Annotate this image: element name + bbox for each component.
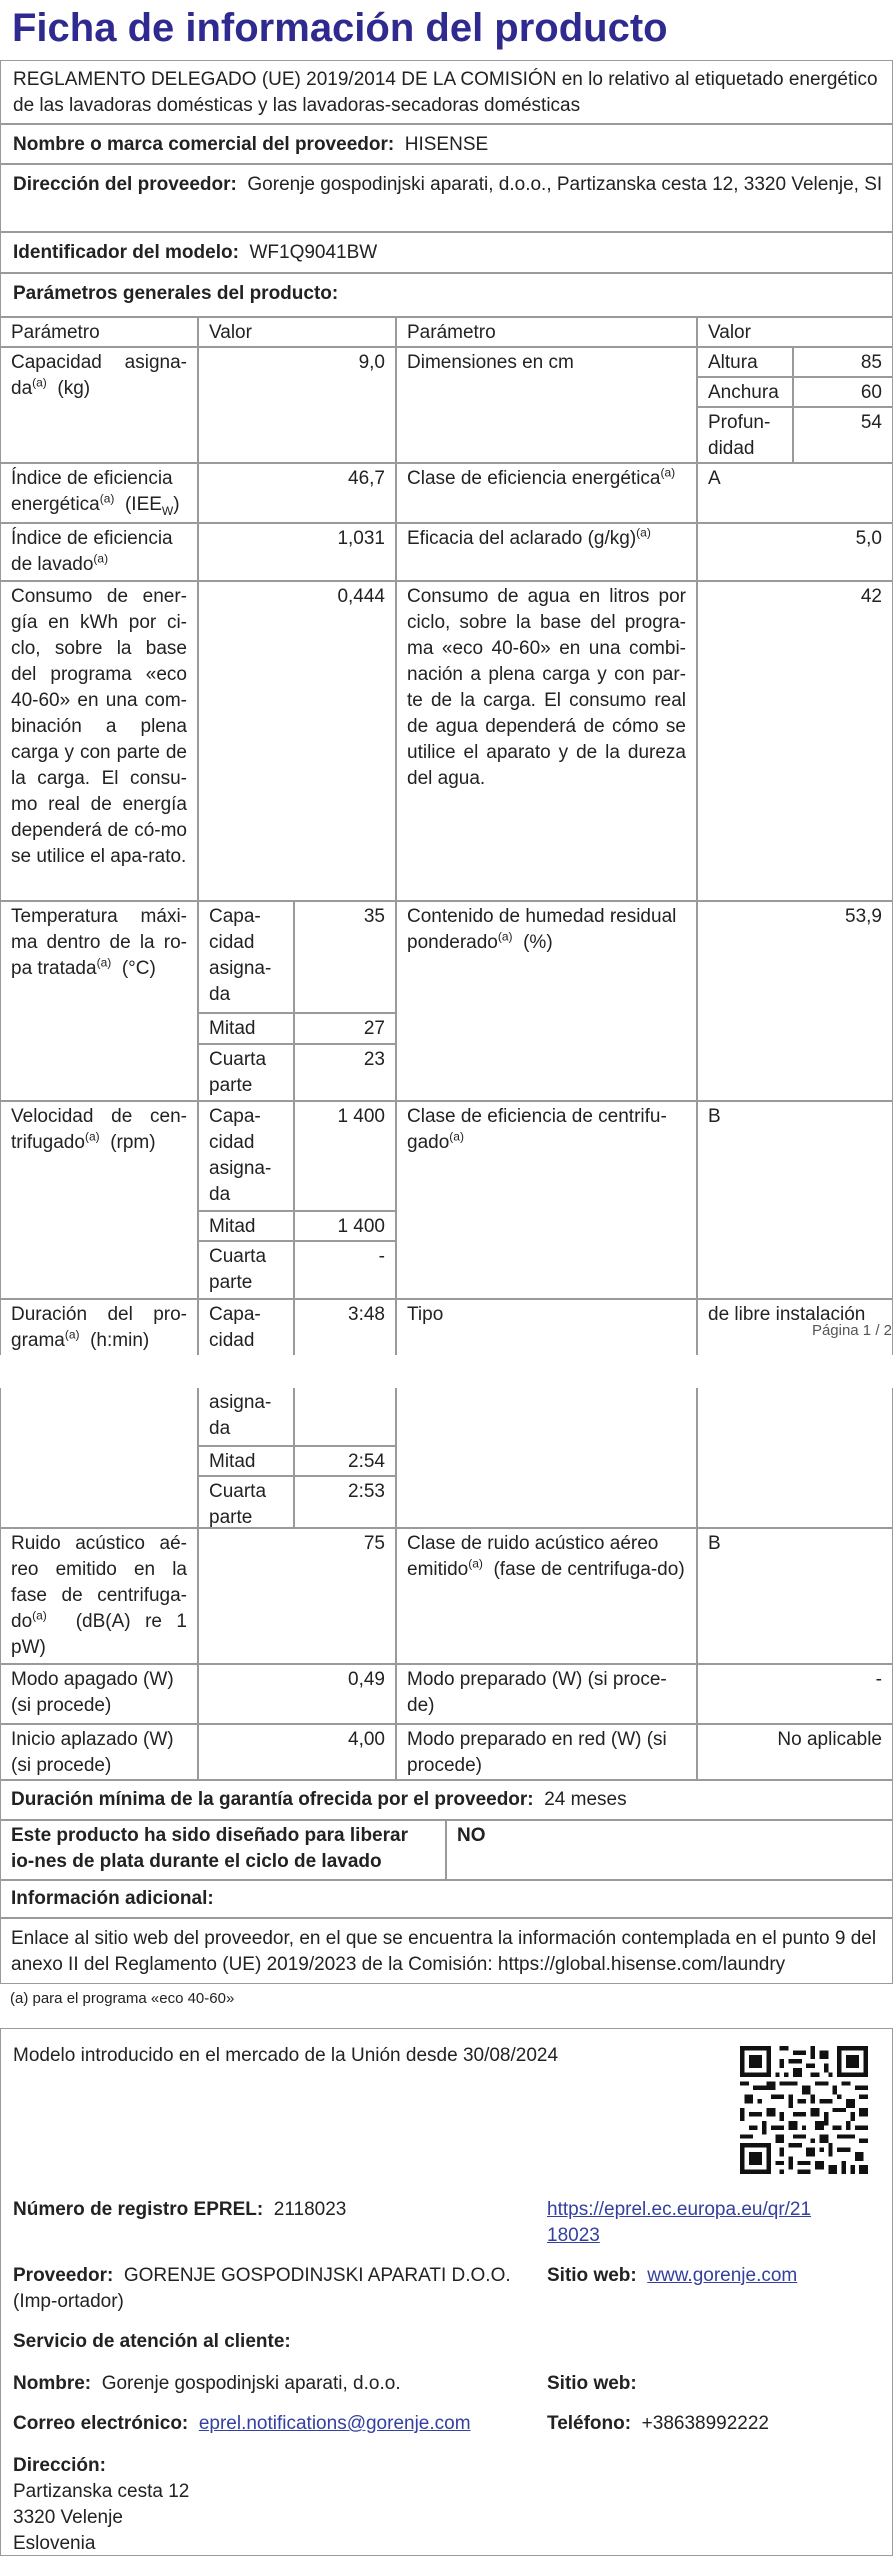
spin-quarter-value: -	[294, 1241, 396, 1299]
depth-value: 54	[793, 407, 893, 463]
col-header-value-1: Valor	[198, 317, 396, 347]
noise-label: Ruido acústico aé-reo emitido en la fase de centrifuga-$do^{(a)}$ (dB(A) re 1 pW)	[0, 1528, 198, 1664]
warranty-value: 24 meses	[544, 1789, 627, 1810]
width-label: Anchura	[697, 377, 793, 407]
eprel-line	[13, 2197, 346, 2223]
model-row	[0, 232, 893, 273]
duration-rated-value: 3:48	[294, 1299, 396, 1355]
phone-line	[547, 2411, 769, 2437]
customer-service-label: Servicio de atención al cliente:	[13, 2331, 291, 2352]
dimensions-label: Dimensiones en cm	[396, 347, 697, 463]
regulation-text: REGLAMENTO DELEGADO (UE) 2019/2014 DE LA COMISIÓN en lo relativo al etiquetado energético de las lavadoras domésticas y las lavadoras-secadoras domésticas	[13, 69, 878, 116]
regulation-box	[0, 60, 893, 124]
noise-value: 75	[198, 1528, 396, 1664]
spin-class-value: B	[697, 1101, 893, 1299]
duration-quarter-label: Cuarta parte	[198, 1476, 294, 1528]
provider-label: Proveedor:	[13, 2265, 114, 2286]
additional-info-label: Información adicional:	[11, 1888, 214, 1909]
col-header-param-1: Parámetro	[0, 317, 198, 347]
temp-quarter-value: 23	[294, 1044, 396, 1101]
duration-half-label: Mitad	[198, 1446, 294, 1476]
name-line	[13, 2371, 401, 2397]
network-standby-label: Modo preparado en red (W) (si procede)	[396, 1724, 697, 1780]
address-block	[13, 2453, 189, 2557]
eprel-value: 2118023	[273, 2199, 347, 2220]
rinsing-value: 5,0	[697, 523, 893, 581]
temp-half-label: Mitad	[198, 1013, 294, 1044]
email-label: Correo electrónico:	[13, 2413, 189, 2434]
address-line-1: Partizanska cesta 12	[13, 2481, 190, 2502]
duration-rated-value-cont	[294, 1388, 396, 1446]
provider-value: GORENJE GOSPODINJSKI APARATI D.O.O. (Imp-ortador)	[13, 2265, 511, 2312]
supplier-address-row	[0, 164, 893, 232]
phone-value: +38638992222	[641, 2413, 769, 2434]
duration-quarter-value: 2:53	[294, 1476, 396, 1528]
depth-label: Profun-didad	[697, 407, 793, 463]
type-value-cont	[697, 1388, 893, 1528]
name-label: Nombre:	[13, 2373, 92, 2394]
website-link[interactable]: www.gorenje.com	[647, 2265, 798, 2286]
capacity-label: Capacidad asigna-$da^{(a)}$ (kg)	[0, 347, 198, 463]
capacity-value: 9,0	[198, 347, 396, 463]
market-date-text: Modelo introducido en el mercado de la Unión desde 30/08/2024	[13, 2045, 559, 2066]
website2-label: Sitio web:	[547, 2373, 637, 2394]
warranty-label: Duración mínima de la garantía ofrecida por el proveedor:	[11, 1789, 534, 1810]
duration-label: Duración del pro-grama$^{(a)}$ (h:min)	[0, 1299, 198, 1355]
network-standby-value: No aplicable	[697, 1724, 893, 1780]
supplier-name-row	[0, 124, 893, 164]
eprel-link[interactable]: https://eprel.ec.europa.eu/qr/21 18023	[547, 2199, 812, 2246]
general-params-label: Parámetros generales del producto:	[13, 283, 339, 304]
duration-rated-label: Capa-cidad	[198, 1299, 294, 1355]
spin-half-value: 1 400	[294, 1211, 396, 1241]
col-header-value-2: Valor	[697, 317, 893, 347]
supplier-address-label: Dirección del proveedor:	[13, 174, 237, 195]
height-value: 85	[793, 347, 893, 377]
temp-rated-value: 35	[294, 901, 396, 1013]
noise-class-value: B	[697, 1528, 893, 1664]
water-consumption-label: Consumo de agua en litros por ciclo, sobre la base del progra-ma «eco 40-60» en una combi-nación a plena carga y con par-te de la carga. El consumo real de agua dependerá de cómo se utilice el aparato y de la dureza del agua.	[396, 581, 697, 901]
width-value: 60	[793, 377, 893, 407]
supplier-address-line	[13, 172, 885, 198]
qr-code-icon[interactable]	[740, 2046, 868, 2174]
additional-info-text: Enlace al sitio web del proveedor, en el que se encuentra la información contemplada en el punto 9 del anexo II del Reglamento (UE) 2019/2023 de la Comisión: https://global.hisense.com/laundry	[11, 1928, 877, 1975]
washing-efficiency-label: Índice de eficiencia de lavado$^{(a)}$	[0, 523, 198, 581]
duration-half-value: 2:54	[294, 1446, 396, 1476]
spin-class-label: Clase de eficiencia de centrifu-gado$^{(a)}$	[396, 1101, 697, 1299]
washing-efficiency-value: 1,031	[198, 523, 396, 581]
warranty-line	[11, 1787, 627, 1813]
email-link[interactable]: eprel.notifications@gorenje.com	[198, 2413, 471, 2434]
footnote: (a) para el programa «eco 40-60»	[10, 1990, 235, 2007]
type-value: de libre instalación	[697, 1299, 893, 1355]
temp-rated-label: Capa-cidad asigna-da	[198, 901, 294, 1013]
supplier-address-value: Gorenje gospodinjski aparati, d.o.o., Partizanska cesta 12, 3320 Velenje, SI	[247, 174, 883, 195]
off-mode-label: Modo apagado (W) (si procede)	[0, 1664, 198, 1724]
off-mode-value: 0,49	[198, 1664, 396, 1724]
website-line	[547, 2263, 797, 2289]
temp-quarter-label: Cuarta parte	[198, 1044, 294, 1101]
temp-half-value: 27	[294, 1013, 396, 1044]
duration-rated-label-cont: asigna-da	[198, 1388, 294, 1446]
col-header-param-2: Parámetro	[396, 317, 697, 347]
eprel-label: Número de registro EPREL:	[13, 2199, 264, 2220]
delay-start-label: Inicio aplazado (W) (si procede)	[0, 1724, 198, 1780]
temperature-label: Temperatura máxi-ma dentro de la ro-pa tratada$^{(a)}$ (°C)	[0, 901, 198, 1101]
warranty-row	[0, 1780, 893, 1820]
delay-start-value: 4,00	[198, 1724, 396, 1780]
supplier-name-line	[13, 132, 488, 158]
page-title: Ficha de información del producto	[12, 6, 668, 50]
email-line	[13, 2411, 471, 2437]
provider-line	[13, 2263, 533, 2315]
height-label: Altura	[697, 347, 793, 377]
spin-half-label: Mitad	[198, 1211, 294, 1241]
energy-consumption-label: Consumo de ener-gía en kWh por ci-clo, sobre la base del programa «eco 40-60» en una com-binación a plena carga y con parte de la carga. El consu-mo real de energía dependerá de có-mo se utilice el apa-rato.	[0, 581, 198, 901]
standby-value: -	[697, 1664, 893, 1724]
address-label: Dirección:	[13, 2455, 106, 2476]
moisture-value: 53,9	[697, 901, 893, 1101]
page-number: Página 1 / 2	[811, 1322, 892, 1339]
address-line-2: 3320 Velenje	[13, 2507, 123, 2528]
energy-consumption-value: 0,444	[198, 581, 396, 901]
spin-rated-label: Capa-cidad asigna-da	[198, 1101, 294, 1211]
water-consumption-value: 42	[697, 581, 893, 901]
spin-quarter-label: Cuarta parte	[198, 1241, 294, 1299]
general-params-row	[0, 273, 893, 317]
name-value: Gorenje gospodinjski aparati, d.o.o.	[101, 2373, 401, 2394]
website-label: Sitio web:	[547, 2265, 637, 2286]
rinsing-label: Eficacia del aclarado $(g/kg)^{(a)}$	[396, 523, 697, 581]
moisture-label: Contenido de humedad residual ponderado$^{(a)}$ (%)	[396, 901, 697, 1101]
silver-ions-label: Este producto ha sido diseñado para liberar io-nes de plata durante el ciclo de lavado	[0, 1820, 446, 1880]
type-label: Tipo	[396, 1299, 697, 1355]
spin-rated-value: 1 400	[294, 1101, 396, 1211]
additional-info-body	[0, 1918, 893, 1984]
eei-value: 46,7	[198, 463, 396, 523]
silver-ions-value: NO	[446, 1820, 893, 1880]
energy-class-value: A	[697, 463, 893, 523]
duration-label-cont	[0, 1388, 198, 1528]
energy-class-label: Clase de eficiencia energética$^{(a)}$	[396, 463, 697, 523]
type-label-cont	[396, 1388, 697, 1528]
additional-info-header	[0, 1880, 893, 1918]
model-value: WF1Q9041BW	[249, 242, 378, 263]
eei-label: Índice de eficiencia energética$^{(a)}$ $(IEE_W)$	[0, 463, 198, 523]
phone-label: Teléfono:	[547, 2413, 632, 2434]
address-line-3: Eslovenia	[13, 2533, 96, 2554]
noise-class-label: Clase de ruido acústico aéreo emitido$^{(a)}$ (fase de centrifuga-do)	[396, 1528, 697, 1664]
model-line	[13, 240, 377, 266]
model-label: Identificador del modelo:	[13, 242, 239, 263]
supplier-name-label: Nombre o marca comercial del proveedor:	[13, 134, 395, 155]
standby-label: Modo preparado (W) (si proce-de)	[396, 1664, 697, 1724]
supplier-name-value: HISENSE	[404, 134, 489, 155]
spin-speed-label: Velocidad de cen-trifugado$^{(a)}$ (rpm)	[0, 1101, 198, 1299]
